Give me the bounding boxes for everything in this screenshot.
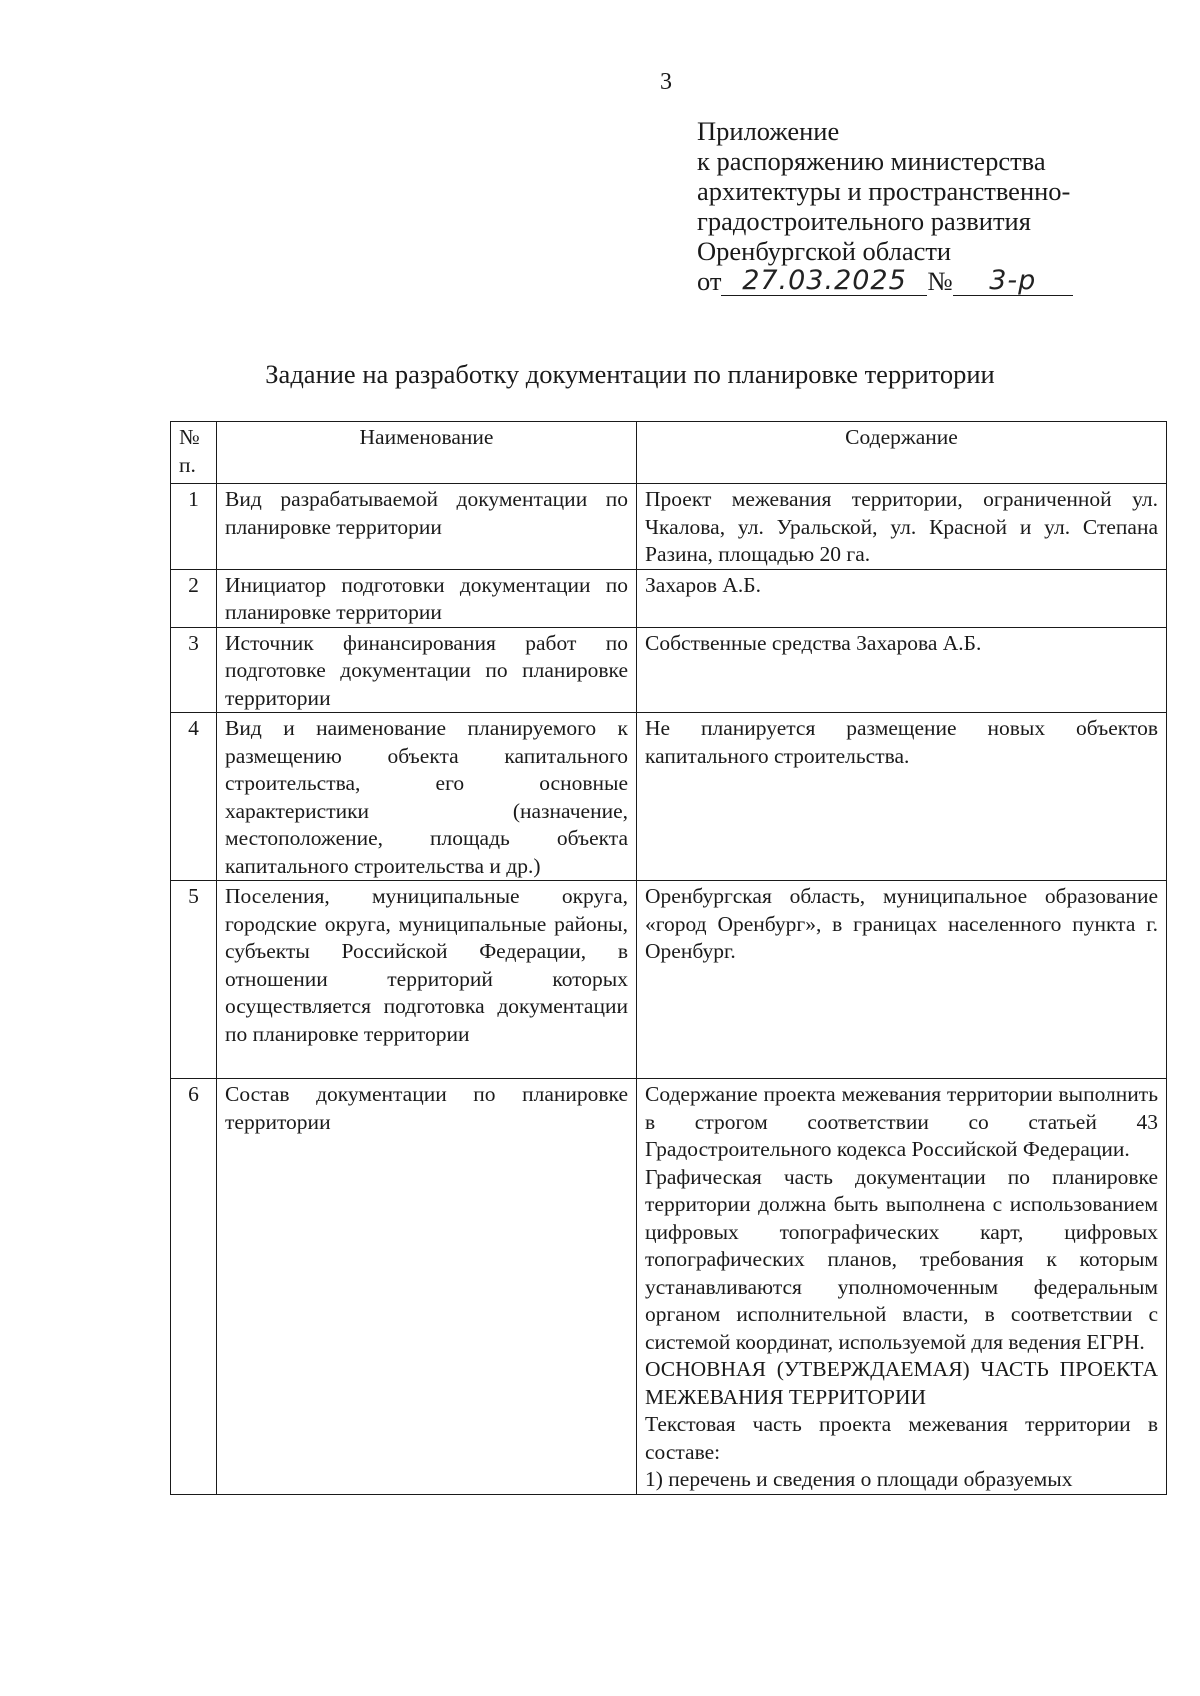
appendix-line: градостроительного развития	[697, 206, 1031, 236]
row-num: 4	[171, 713, 217, 881]
row-name: Поселения, муниципальные округа, городские округа, муниципальные районы, субъекты Российской Федерации, в отношении территорий которых осуществляется подготовка документации по планировке территории	[217, 881, 637, 1079]
row-content	[637, 1079, 1167, 1495]
content-paragraph: Захаров А.Б.	[645, 572, 761, 597]
row-name: Вид разрабатываемой документации по планировке территории	[217, 484, 637, 570]
content-paragraph: Проект межевания территории, ограниченной ул. Чкалова, ул. Уральской, ул. Красной и ул. Степана Разина, площадью 20 га.	[645, 487, 1158, 566]
table-row	[171, 484, 1167, 570]
order-date-number-line	[697, 266, 1137, 296]
content-paragraph: Не планируется размещение новых объектов капитального строительства.	[645, 716, 1158, 768]
handwritten-date: 27.03.2025	[721, 267, 927, 296]
task-table	[170, 421, 1167, 1495]
table-row	[171, 713, 1167, 881]
row-content	[637, 881, 1167, 1079]
header-content: Содержание	[637, 422, 1167, 484]
appendix-line: Оренбургской области	[697, 236, 952, 266]
row-content	[637, 569, 1167, 627]
table-row	[171, 569, 1167, 627]
content-paragraph: Текстовая часть проекта межевания территории в составе:	[645, 1412, 1158, 1464]
handwritten-order-number: 3-р	[953, 267, 1073, 296]
row-num: 6	[171, 1079, 217, 1495]
table-row	[171, 627, 1167, 713]
row-name: Состав документации по планировке территории	[217, 1079, 637, 1495]
row-num: 1	[171, 484, 217, 570]
content-paragraph: Собственные средства Захарова А.Б.	[645, 630, 982, 655]
appendix-header	[697, 116, 1137, 296]
row-num: 5	[171, 881, 217, 1079]
table-row	[171, 1079, 1167, 1495]
appendix-line: к распоряжению министерства	[697, 146, 1046, 176]
content-section-heading: ОСНОВНАЯ (УТВЕРЖДАЕМАЯ) ЧАСТЬ ПРОЕКТА МЕЖЕВАНИЯ ТЕРРИТОРИИ	[645, 1357, 1158, 1409]
row-name: Источник финансирования работ по подготовке документации по планировке территории	[217, 627, 637, 713]
header-num: № п.	[171, 422, 217, 484]
row-content	[637, 627, 1167, 713]
row-num: 2	[171, 569, 217, 627]
appendix-line: архитектуры и пространственно-	[697, 176, 1071, 206]
content-paragraph: 1) перечень и сведения о площади образуемых	[645, 1467, 1073, 1491]
document-title: Задание на разработку документации по планировке территории	[265, 359, 995, 389]
row-name: Вид и наименование планируемого к размещению объекта капитального строительства, его основные характеристики (назначение, местоположение, площадь объекта капитального строительства и др.)	[217, 713, 637, 881]
row-content	[637, 484, 1167, 570]
table-row	[171, 881, 1167, 1079]
row-content	[637, 713, 1167, 881]
row-num: 3	[171, 627, 217, 713]
content-paragraph: Содержание проекта межевания территории выполнить в строгом соответствии со статьей 43 Градостроительного кодекса Российской Федерации.	[645, 1082, 1158, 1161]
table-header-row	[171, 422, 1167, 484]
row-name: Инициатор подготовки документации по планировке территории	[217, 569, 637, 627]
page-number: 3	[660, 69, 672, 95]
date-prefix: от	[697, 266, 722, 296]
header-name: Наименование	[217, 422, 637, 484]
appendix-line: Приложение	[697, 116, 840, 146]
content-paragraph: Графическая часть документации по планировке территории должна быть выполнена с использованием цифровых топографических карт, цифровых топографических планов, требования к которым устанавливаются уполномоченным федеральным органом исполнительной власти, в соответствии с системой координат, используемой для ведения ЕГРН.	[645, 1164, 1158, 1354]
number-prefix: №	[927, 266, 953, 296]
content-paragraph: Оренбургская область, муниципальное образование «город Оренбург», в границах населенного пункта г. Оренбург.	[645, 884, 1158, 963]
